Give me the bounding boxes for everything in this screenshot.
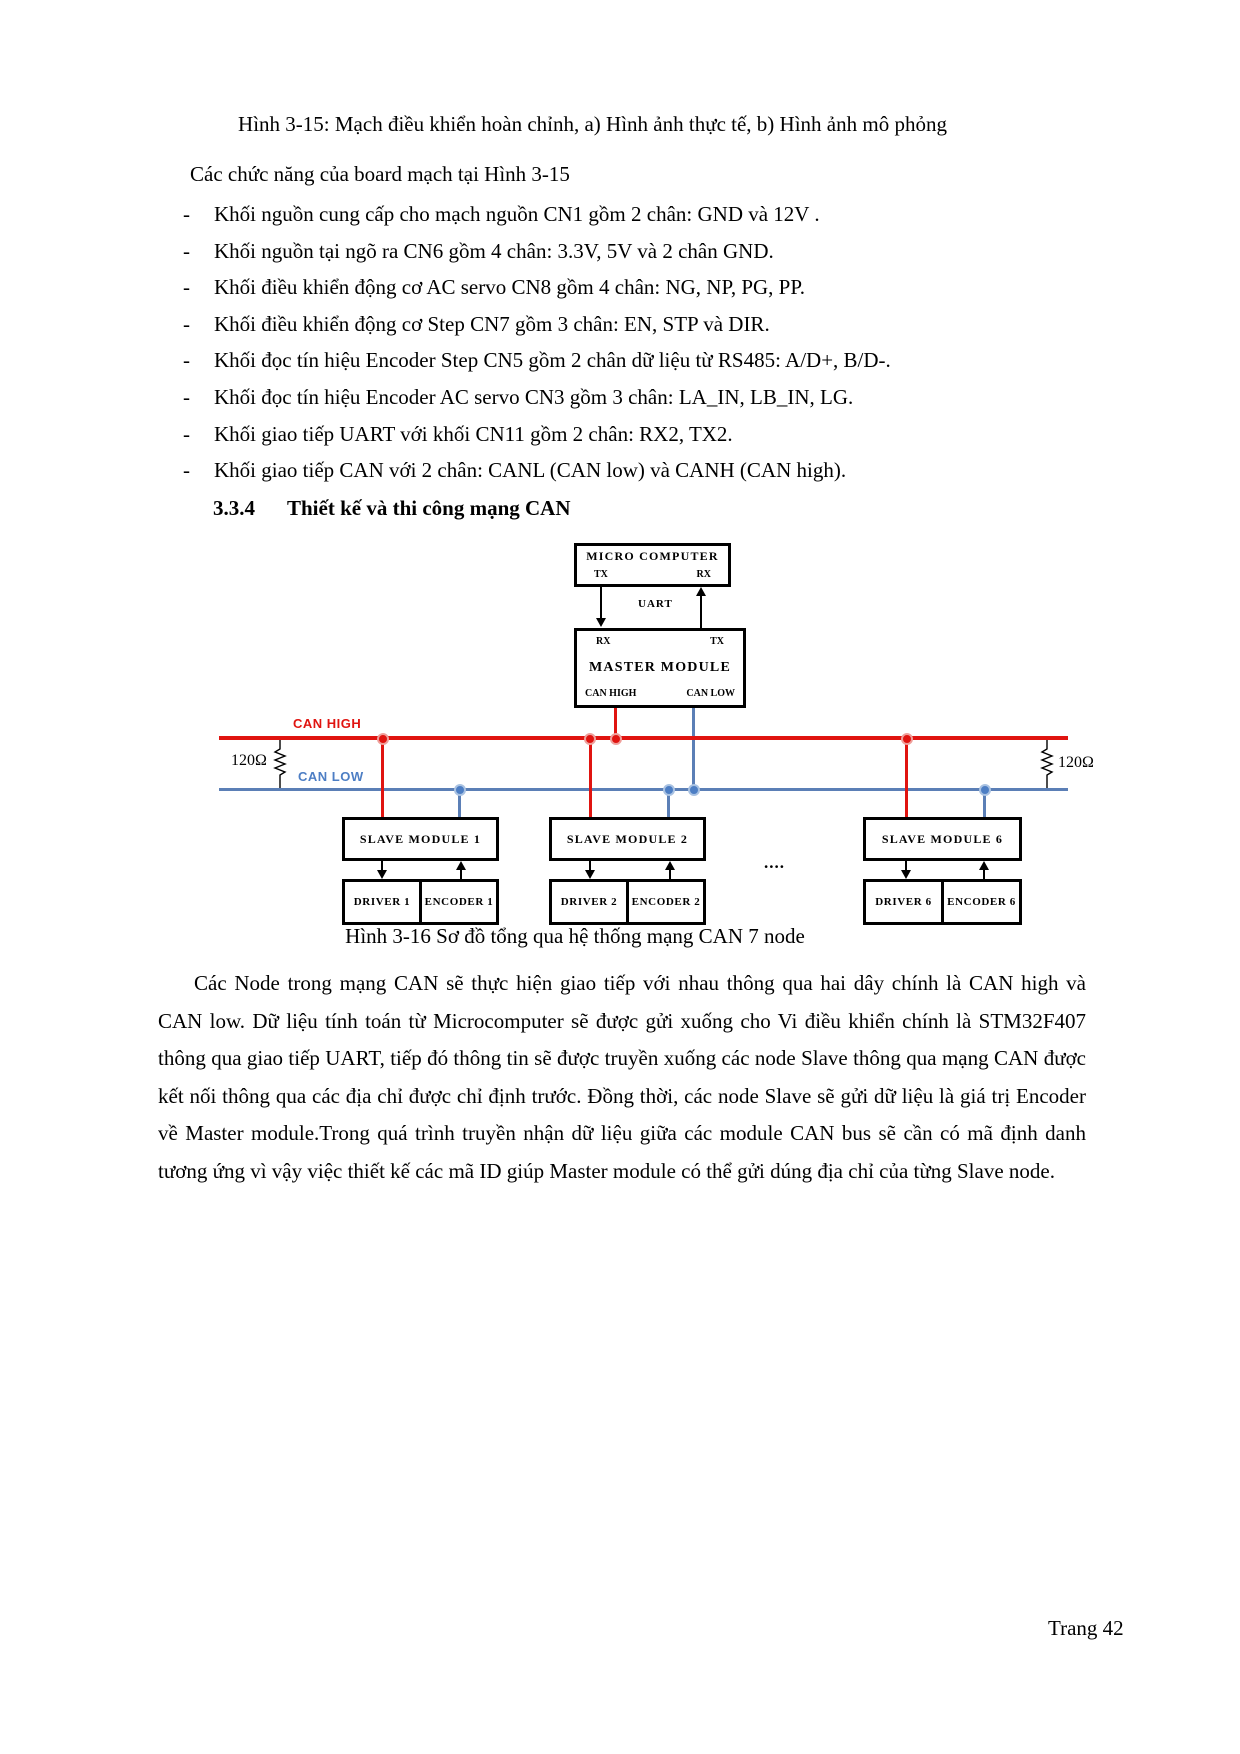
- terminator-right-value: 120Ω: [1058, 754, 1094, 771]
- master-tx-pin-label: TX: [710, 636, 724, 647]
- master-module-bottom-pins: [577, 688, 743, 699]
- intro-line: Các chức năng của board mạch tại Hình 3-15: [190, 162, 570, 186]
- can-high-junction-dot-master: [610, 733, 622, 745]
- bullet-marker: -: [183, 458, 190, 483]
- bullet-text: Khối giao tiếp CAN với 2 chân: CANL (CAN low) và CANH (CAN high).: [214, 458, 847, 483]
- encoder-1-box: ENCODER 1: [419, 882, 496, 922]
- micro-rx-pin-label: RX: [696, 569, 711, 580]
- encoder6-to-slave-line: [983, 869, 985, 879]
- master-can-low-pin-label: CAN LOW: [686, 688, 735, 699]
- slave1-can-high-drop-line: [381, 739, 384, 818]
- bullet-text: Khối đọc tín hiệu Encoder Step CN5 gồm 2 chân dữ liệu từ RS485: A/D+, B/D-.: [214, 348, 891, 373]
- slaves-ellipsis: ....: [764, 853, 785, 872]
- micro-computer-title: MICRO COMPUTER: [586, 549, 719, 563]
- can-high-bus-line: [219, 736, 1068, 740]
- encoder2-to-slave-line: [669, 869, 671, 879]
- slave1-to-driver-arrowhead-icon: [377, 870, 387, 879]
- section-title: Thiết kế và thi công mạng CAN: [287, 496, 571, 520]
- slave-module-2-box: [549, 817, 706, 861]
- uart-down-arrowhead-icon: [596, 618, 606, 627]
- body-paragraph: Các Node trong mạng CAN sẽ thực hiện giao tiếp với nhau thông qua hai dây chính là CAN high và CAN low. Dữ liệu tính toán từ Microcomputer sẽ được gửi xuống cho Vi điều khiển chính là STM32F407 thông qua giao tiếp UART, tiếp đó thông tin sẽ được truyền xuống các node Slave thông qua mạng CAN được kết nối thông qua các địa chỉ được chỉ định trước. Đồng thời, các node Slave sẽ gửi dữ liệu là giá trị Encoder về Master module.Trong quá trình truyền nhận dữ liệu giữa các module CAN bus sẽ cần có mã định danh tương ứng vì vậy việc thiết kế các mã ID giúp Master module có thể gửi dúng địa chỉ của từng Slave node.: [158, 971, 1086, 1183]
- uart-label: UART: [638, 598, 673, 610]
- driver-6-box: DRIVER 6: [875, 896, 932, 908]
- driver-1-box: DRIVER 1: [353, 896, 411, 908]
- figure-3-15-caption: Hình 3-15: Mạch điều khiển hoàn chỉnh, a) Hình ảnh thực tế, b) Hình ảnh mô phỏng: [238, 112, 947, 136]
- can-low-junction-dot-slave6: [979, 784, 991, 796]
- can-low-bus-line: [219, 788, 1068, 791]
- slave6-can-high-drop-line: [905, 739, 908, 818]
- encoder-6-box: ENCODER 6: [941, 882, 1019, 922]
- driver-encoder-row-6: [863, 879, 1022, 925]
- can-high-junction-dot-slave2: [584, 733, 596, 745]
- bullet-text: Khối điều khiển động cơ Step CN7 gồm 3 chân: EN, STP và DIR.: [214, 311, 770, 336]
- section-number: 3.3.4: [213, 496, 255, 520]
- bullet-marker: -: [183, 384, 190, 409]
- bullet-text: Khối giao tiếp UART với khối CN11 gồm 2 chân: RX2, TX2.: [214, 421, 733, 446]
- bullet-text: Khối nguồn tại ngõ ra CN6 gồm 4 chân: 3.3V, 5V và 2 chân GND.: [214, 238, 774, 263]
- bullet-marker: -: [183, 275, 190, 300]
- page-number: Trang 42: [1048, 1616, 1124, 1640]
- master-module-box: [574, 628, 746, 708]
- uart-tx-to-rx-line: [600, 587, 602, 620]
- bullet-marker: -: [183, 202, 190, 226]
- bullet-text: Khối nguồn cung cấp cho mạch nguồn CN1 gồm 2 chân: GND và 12V .: [214, 202, 820, 226]
- terminator-resistor-right-icon: [1040, 740, 1054, 788]
- master-rx-pin-label: RX: [596, 636, 611, 647]
- master-can-high-pin-label: CAN HIGH: [585, 688, 637, 699]
- can-high-bus-label: CAN HIGH: [293, 716, 362, 731]
- encoder-2-box: ENCODER 2: [626, 882, 703, 922]
- bullet-text: Khối điều khiển động cơ AC servo CN8 gồm 4 chân: NG, NP, PG, PP.: [214, 275, 805, 300]
- bullet-marker: -: [183, 421, 190, 446]
- driver-encoder-row-2: [549, 879, 706, 925]
- bullet-marker: -: [183, 311, 190, 336]
- slave-module-2-title: SLAVE MODULE 2: [566, 831, 689, 846]
- uart-up-arrowhead-icon: [696, 587, 706, 596]
- can-high-junction-dot-slave6: [901, 733, 913, 745]
- terminator-resistor-left-icon: [273, 740, 287, 788]
- can-low-junction-dot-slave1: [454, 784, 466, 796]
- slave2-to-driver-arrowhead-icon: [585, 870, 595, 879]
- bullet-marker: -: [183, 238, 190, 263]
- can-low-junction-dot-slave2: [663, 784, 675, 796]
- can-low-bus-label: CAN LOW: [298, 769, 364, 784]
- uart-tx-to-rx-return-line: [700, 595, 702, 628]
- driver-2-box: DRIVER 2: [560, 896, 618, 908]
- slave6-to-driver-arrowhead-icon: [901, 870, 911, 879]
- encoder1-to-slave-line: [460, 869, 462, 879]
- slave-module-6-box: [863, 817, 1022, 861]
- slave2-can-high-drop-line: [589, 739, 592, 818]
- slave-module-1-box: [342, 817, 499, 861]
- slave-module-1-title: SLAVE MODULE 1: [359, 831, 482, 846]
- micro-tx-pin-label: TX: [594, 569, 608, 580]
- master-can-low-drop-line: [692, 706, 695, 791]
- micro-computer-box: [574, 543, 731, 587]
- micro-computer-pins: [577, 569, 728, 580]
- master-module-title: MASTER MODULE: [589, 659, 731, 675]
- terminator-left-value: 120Ω: [231, 752, 267, 769]
- figure-3-16-caption: Hình 3-16 Sơ đồ tổng qua hệ thống mạng CAN 7 node: [345, 924, 805, 948]
- slave-module-6-title: SLAVE MODULE 6: [881, 831, 1004, 846]
- can-high-junction-dot-slave1: [377, 733, 389, 745]
- driver-encoder-row-1: [342, 879, 499, 925]
- can-low-junction-dot-master: [688, 784, 700, 796]
- bullet-text: Khối đọc tín hiệu Encoder AC servo CN3 gồm 3 chân: LA_IN, LB_IN, LG.: [214, 384, 854, 409]
- master-module-top-pins: [577, 636, 743, 647]
- bullet-marker: -: [183, 348, 190, 373]
